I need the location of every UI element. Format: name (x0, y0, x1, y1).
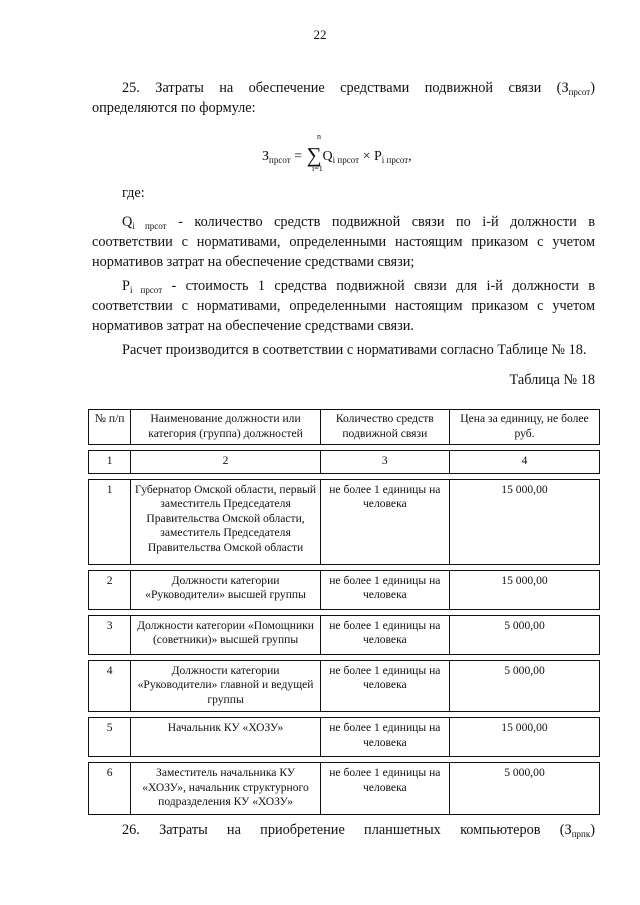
section-26-number: 26. (122, 822, 140, 838)
row-price: 5 000,00 (449, 615, 600, 655)
section-26-text: Затраты на приобретение планшетных компьютеров (З (159, 822, 572, 838)
formula-lower-limit: i=1 (312, 164, 323, 173)
index-cell: 1 (88, 450, 130, 474)
index-cell: 2 (130, 450, 319, 474)
row-number: 2 (88, 570, 130, 610)
section-26-heading (92, 820, 595, 840)
section-26-sub: прпк (571, 829, 591, 839)
table-row (88, 660, 600, 713)
row-price: 15 000,00 (449, 479, 600, 565)
row-quantity: не более 1 единицы на человека (320, 615, 449, 655)
formula-q-sub: i прсот (332, 155, 360, 165)
formula-sum-sign: ∑ (306, 143, 322, 167)
formula-lhs-sub: прсот (269, 155, 291, 165)
table-row (88, 762, 600, 815)
row-quantity: не более 1 единицы на человека (320, 479, 449, 565)
formula-eq: = (294, 149, 303, 164)
definition-q-sub: i прсот (132, 221, 167, 231)
formula-p: P (373, 149, 382, 164)
definition-p (92, 276, 595, 336)
table-row (88, 479, 600, 565)
formula-main (262, 141, 412, 166)
section-25-sub: прсот (568, 87, 591, 97)
formula-lhs: З (262, 149, 270, 164)
row-position: Губернатор Омской области, первый заместитель Председателя Правительства Омской области, заместитель Председателя Правительства Омской области (130, 479, 319, 565)
calculation-text: Расчет производится в соответствии с нормативами согласно Таблице № 18. (122, 342, 587, 358)
table-index-row (88, 450, 600, 474)
formula-p-sub: i прсот (381, 155, 409, 165)
row-quantity: не более 1 единицы на человека (320, 762, 449, 815)
row-number: 5 (88, 717, 130, 757)
table-row (88, 717, 600, 757)
norms-table (88, 404, 600, 820)
formula-q: Q (322, 149, 333, 164)
table-header-row (88, 409, 600, 445)
row-price: 5 000,00 (449, 762, 600, 815)
row-quantity: не более 1 единицы на человека (320, 570, 449, 610)
header-cell: Цена за единицу, не более руб. (449, 409, 600, 445)
formula-times: × (362, 149, 371, 164)
row-position: Заместитель начальника КУ «ХОЗУ», начальник структурного подразделения КУ «ХОЗУ» (130, 762, 319, 815)
table-row (88, 570, 600, 610)
definition-p-symbol: P (122, 278, 130, 294)
row-position: Должности категории «Руководители» высшей группы (130, 570, 319, 610)
row-price: 5 000,00 (449, 660, 600, 713)
section-25-line2: определяются по формуле: (92, 100, 256, 116)
row-number: 6 (88, 762, 130, 815)
header-cell: Количество средств подвижной связи (320, 409, 449, 445)
index-cell: 4 (449, 450, 600, 474)
row-quantity: не более 1 единицы на человека (320, 660, 449, 713)
section-25-close: ) (590, 80, 596, 96)
row-number: 1 (88, 479, 130, 565)
row-position: Должности категории «Руководители» главной и ведущей группы (130, 660, 319, 713)
definition-p-sub: i прсот (129, 285, 163, 295)
section-25-text: Затраты на обеспечение средствами подвижной связи (З (155, 80, 569, 96)
row-number: 4 (88, 660, 130, 713)
definition-p-text: - стоимость 1 средства подвижной связи для i-й должности в соответствии с нормативами, определенными настоящим приказом с учетом нормативов затрат на обеспечение средствами связи. (92, 278, 595, 334)
definition-q (92, 212, 595, 272)
row-price: 15 000,00 (449, 717, 600, 757)
formula-end: , (408, 149, 412, 164)
where-label: где: (122, 185, 145, 201)
header-cell: № п/п (88, 409, 130, 445)
header-cell: Наименование должности или категория (группа) должностей (130, 409, 319, 445)
formula (262, 131, 442, 181)
section-26-close: ) (590, 822, 595, 838)
row-price: 15 000,00 (449, 570, 600, 610)
section-25-heading (92, 78, 595, 98)
formula-upper-limit: n (317, 132, 321, 141)
row-quantity: не более 1 единицы на человека (320, 717, 449, 757)
table-caption: Таблица № 18 (509, 372, 595, 388)
row-number: 3 (88, 615, 130, 655)
definition-q-text: - количество средств подвижной связи по i-й должности в соответствии с нормативами, определенными настоящим приказом с учетом нормативов затрат на обеспечение средствами связи; (92, 214, 595, 270)
row-position: Должности категории «Помощники (советники)» высшей группы (130, 615, 319, 655)
row-position: Начальник КУ «ХОЗУ» (130, 717, 319, 757)
index-cell: 3 (320, 450, 449, 474)
page-number: 22 (313, 27, 327, 42)
definition-q-symbol: Q (122, 214, 133, 230)
table-row (88, 615, 600, 655)
section-25-number: 25. (122, 80, 140, 96)
